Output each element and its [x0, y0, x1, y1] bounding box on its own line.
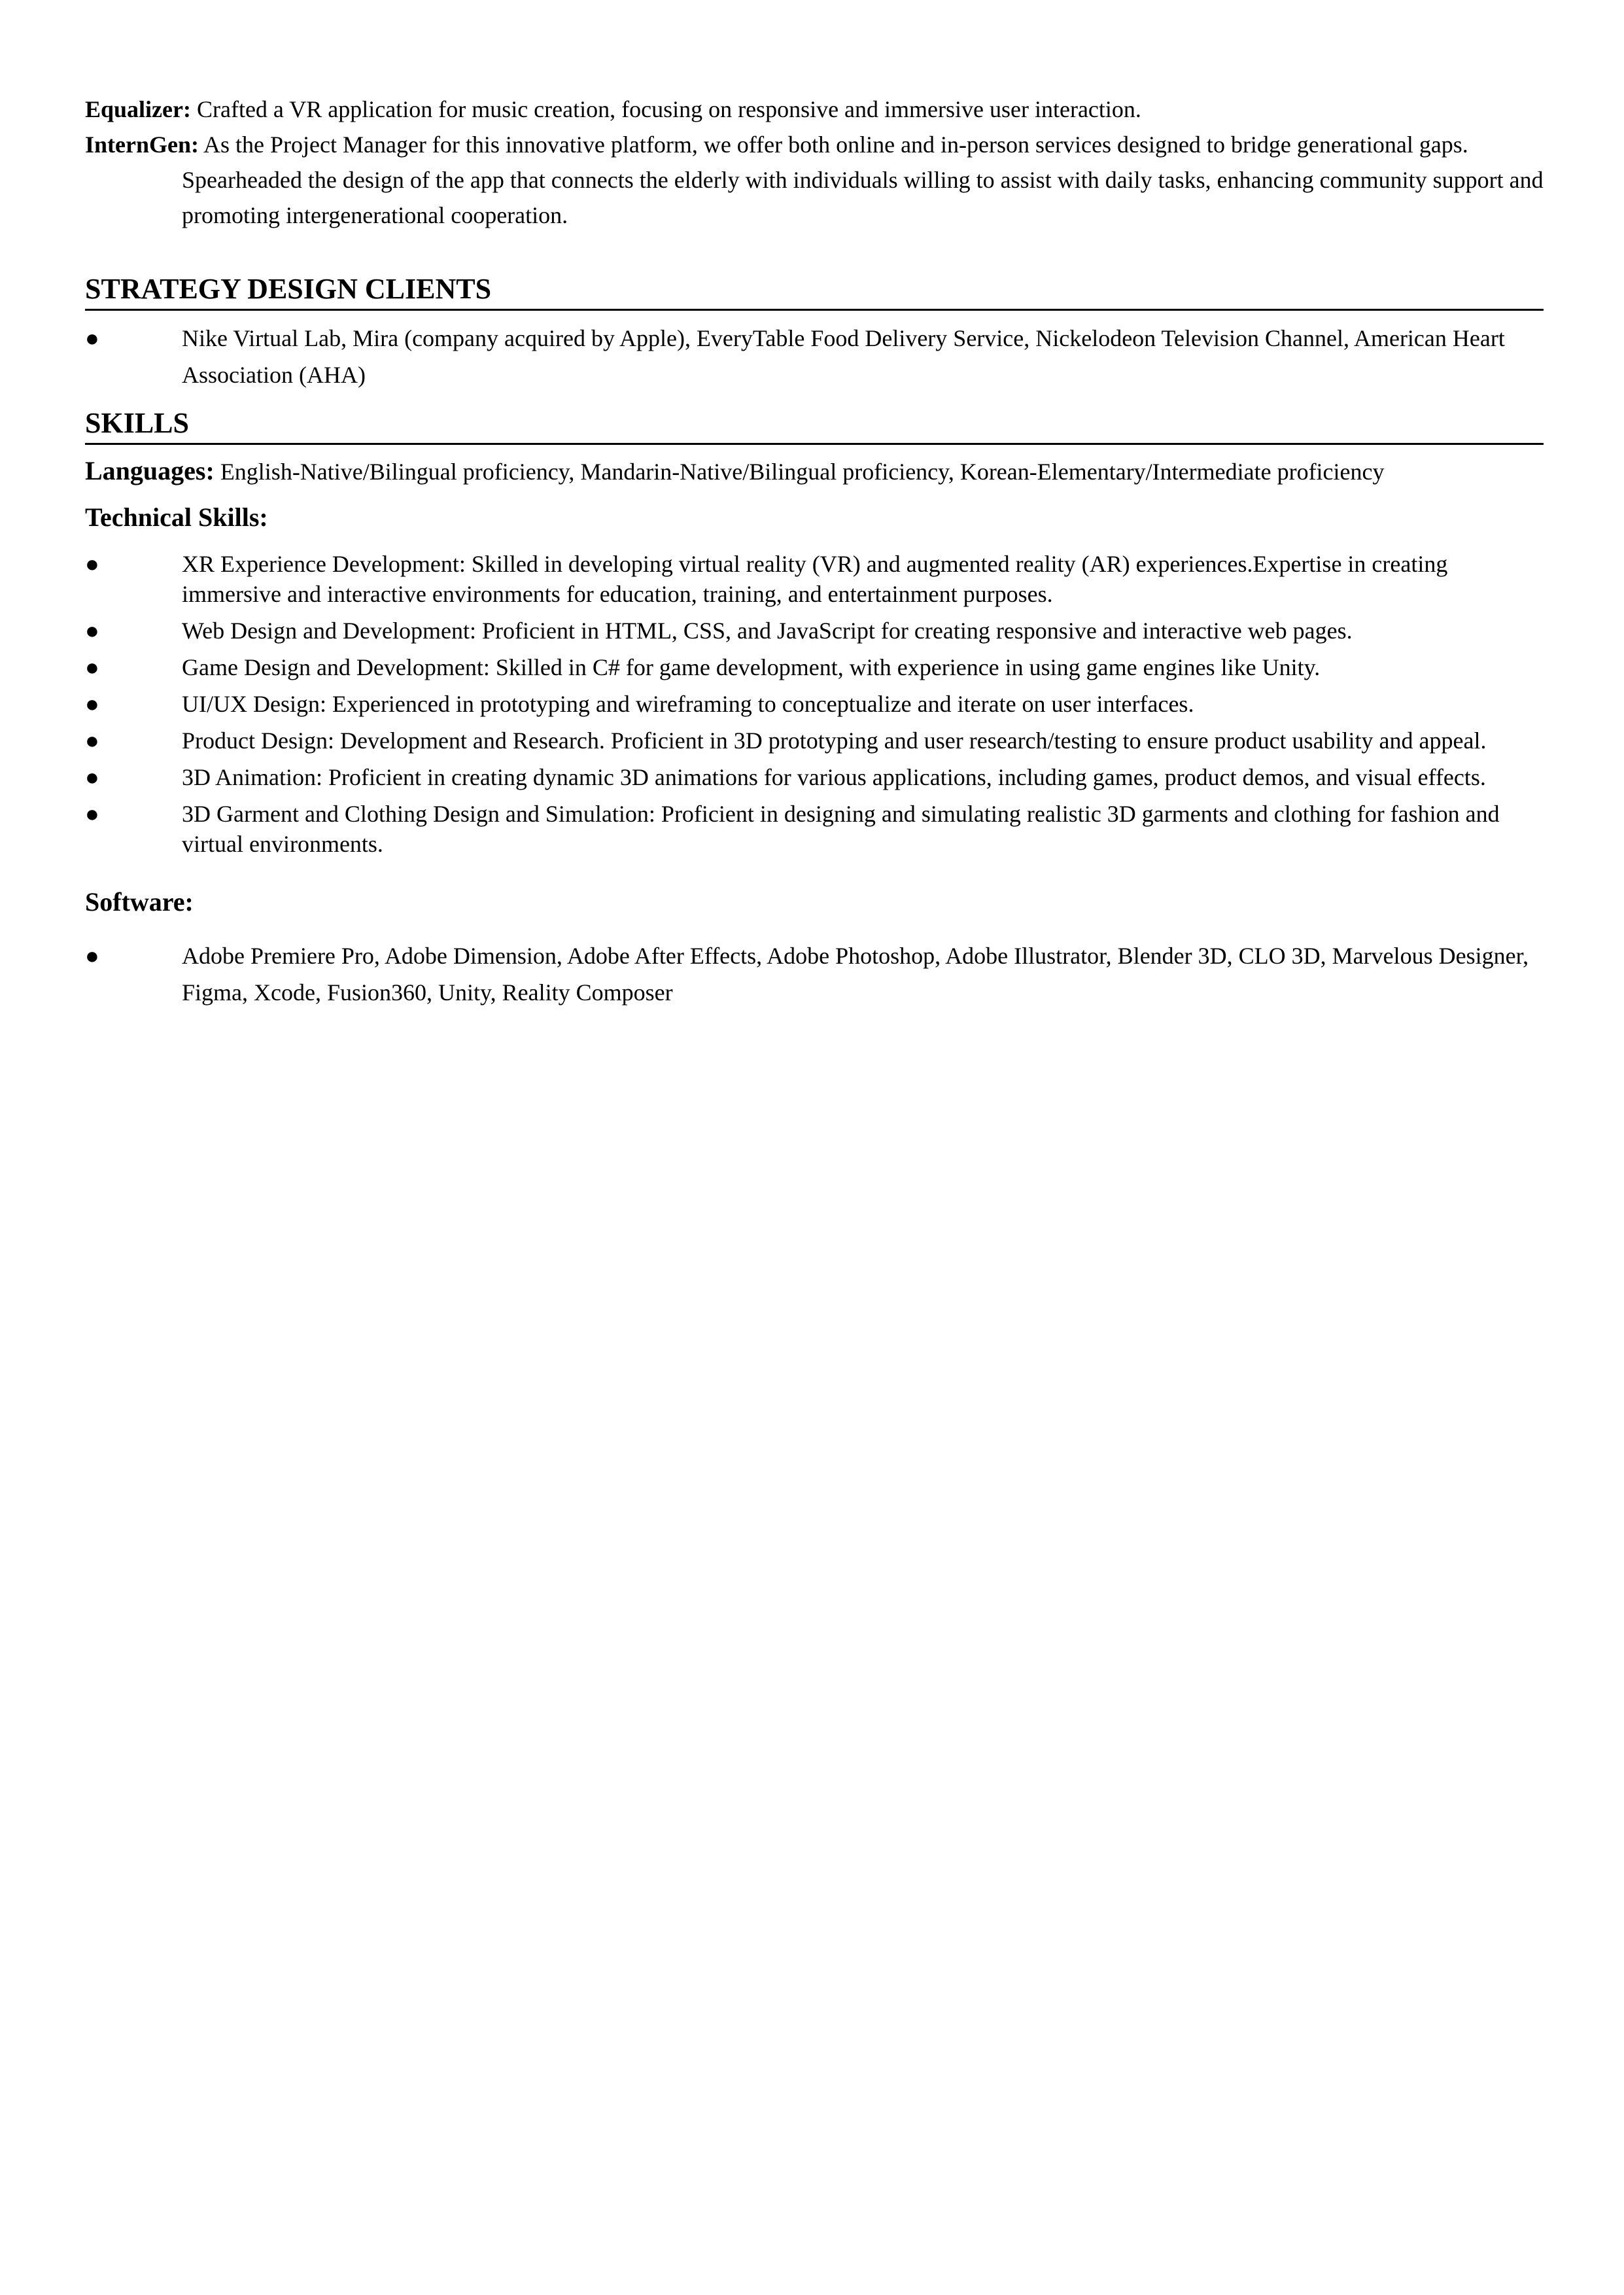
project-entry-interngen	[85, 127, 1544, 233]
list-item-text: 3D Garment and Clothing Design and Simulation: Proficient in designing and simulating realistic 3D garments and clothing for fashion and virtual environments.	[182, 801, 1500, 857]
languages-label: Languages:	[85, 456, 215, 485]
bullet-icon: ●	[85, 727, 99, 754]
bullet-icon: ●	[85, 654, 99, 680]
list-item-text: Product Design: Development and Research. Proficient in 3D prototyping and user research/testing to ensure product usability and appeal.	[182, 727, 1487, 754]
list-item	[85, 320, 1544, 393]
section-heading-skills: SKILLS	[85, 406, 1544, 445]
list-item	[85, 726, 1544, 756]
list-item	[85, 762, 1544, 792]
list-item-text: UI/UX Design: Experienced in prototyping and wireframing to conceptualize and iterate on user interfaces.	[182, 691, 1194, 717]
project-description: As the Project Manager for this innovative platform, we offer both online and in-person services designed to bridge generational gaps. Spearheaded the design of the app that connects the elderly with individuals willing to assist with daily tasks, enhancing community support and promoting intergenerational cooperation.	[182, 131, 1544, 228]
list-item	[85, 689, 1544, 719]
list-item-text: 3D Animation: Proficient in creating dynamic 3D animations for various applications, including games, product demos, and visual effects.	[182, 764, 1486, 790]
bullet-icon: ●	[85, 764, 99, 790]
list-item-text: XR Experience Development: Skilled in developing virtual reality (VR) and augmented reality (AR) experiences.Expertise in creating immersive and interactive environments for education, training, and entertainment purposes.	[182, 551, 1448, 607]
software-list	[85, 937, 1544, 1011]
project-name: Equalizer:	[85, 96, 191, 122]
list-item	[85, 937, 1544, 1011]
list-item-text: Game Design and Development: Skilled in C# for game development, with experience in using game engines like Unity.	[182, 654, 1321, 680]
list-item-text: Adobe Premiere Pro, Adobe Dimension, Adobe After Effects, Adobe Photoshop, Adobe Illustrator, Blender 3D, CLO 3D, Marvelous Designer, Figma, Xcode, Fusion360, Unity, Reality Composer	[182, 943, 1529, 1006]
list-item	[85, 799, 1544, 859]
project-entry-equalizer	[85, 92, 1544, 127]
list-item-text: Nike Virtual Lab, Mira (company acquired by Apple), EveryTable Food Delivery Service, Nickelodeon Television Channel, American Heart Association (AHA)	[182, 325, 1505, 388]
bullet-icon: ●	[85, 618, 99, 644]
bullet-icon: ●	[85, 325, 99, 351]
list-item	[85, 616, 1544, 646]
bullet-icon: ●	[85, 691, 99, 717]
languages-line	[85, 454, 1544, 489]
technical-skills-list	[85, 549, 1544, 859]
resume-page	[85, 92, 1544, 1011]
bullet-icon: ●	[85, 551, 99, 577]
bullet-icon: ●	[85, 801, 99, 827]
strategy-clients-list	[85, 320, 1544, 393]
list-item	[85, 652, 1544, 682]
technical-skills-heading: Technical Skills:	[85, 502, 268, 532]
list-item-text: Web Design and Development: Proficient in HTML, CSS, and JavaScript for creating responsive and interactive web pages.	[182, 618, 1353, 644]
languages-text: English-Native/Bilingual proficiency, Mandarin-Native/Bilingual proficiency, Korean-Elementary/Intermediate proficiency	[220, 459, 1385, 485]
list-item	[85, 549, 1544, 609]
section-heading-strategy-clients: STRATEGY DESIGN CLIENTS	[85, 272, 1544, 311]
project-name: InternGen:	[85, 131, 199, 158]
bullet-icon: ●	[85, 943, 99, 969]
project-description: Crafted a VR application for music creation, focusing on responsive and immersive user interaction.	[196, 96, 1141, 122]
software-heading: Software:	[85, 887, 194, 917]
